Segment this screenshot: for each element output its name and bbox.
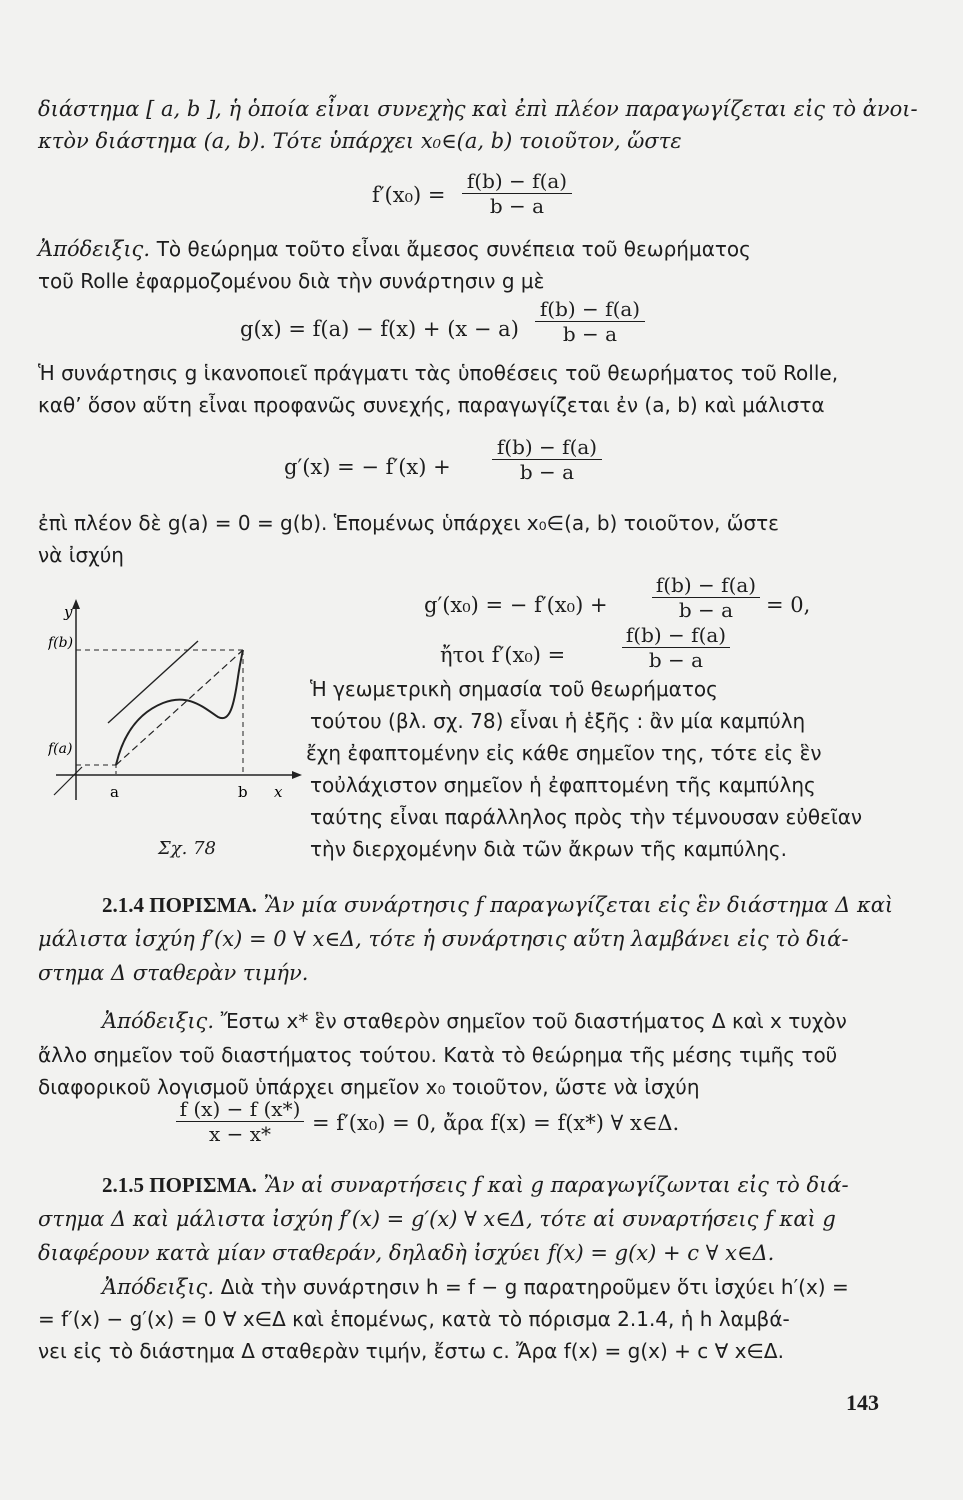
b-label: b (238, 783, 248, 801)
corollary-2-1-5-line-2: στημα Δ καὶ μάλιστα ἰσχύη f′(x) = g′(x) ∀ x∈Δ, τότε αἱ συναρτήσεις f καὶ g (38, 1207, 836, 1231)
proof-2-line-3: διαφορικοῦ λογισμοῦ ὑπάρχει σημεῖον x₀ τοιοῦτον, ὥστε νὰ ἰσχύη (38, 1075, 700, 1099)
equation-1-denominator: b − a (489, 194, 545, 218)
proof-2-text: Ἔστω x* ἓν σταθερὸν σημεῖον τοῦ διαστήματος Δ καὶ x τυχὸν (220, 1009, 847, 1033)
x-axis-arrow (292, 771, 302, 779)
x-axis-label: x (274, 783, 283, 801)
tangent-line (108, 641, 198, 723)
geometric-meaning-line-2: τούτου (βλ. σχ. 78) εἶναι ἡ ἑξῆς : ἂν μία καμπύλη (310, 709, 806, 733)
y-axis-label: y (64, 603, 73, 621)
proof-2-line-2: ἄλλο σημεῖον τοῦ διαστήματος τούτου. Κατὰ τὸ θεώρημα τῆς μέσης τιμῆς τοῦ (38, 1043, 838, 1067)
proof-1-line-4: καθ’ ὅσον αὕτη εἶναι προφανῶς συνεχής, παραγωγίζεται ἐν (a, b) καὶ μάλιστα (38, 393, 825, 417)
equation-6-numerator: f (x) − f (x*) (179, 1097, 301, 1121)
geometric-meaning-line-5: ταύτης εἶναι παράλληλος πρὸς τὴν τέμνουσαν εὐθεῖαν (310, 805, 863, 829)
equation-1-numerator: f(b) − f(a) (466, 169, 568, 193)
corollary-2-1-5-text: Ἂν αἱ συναρτήσεις f καὶ g παραγωγίζωνται εἰς τὸ διά- (263, 1173, 849, 1197)
corollary-2-1-5-title: 2.1.5 ΠΟΡΙΣΜΑ. (102, 1173, 257, 1197)
proof-1-line-6: νὰ ἰσχύη (38, 543, 124, 567)
equation-6-denominator: x − x* (208, 1122, 272, 1146)
corollary-2-1-5-line-1 (102, 1172, 849, 1198)
equation-4-rhs: = 0, (766, 593, 811, 617)
equation-4-lhs: g′(x₀) = − f′(x₀) + (424, 593, 608, 617)
equation-4-denominator: b − a (678, 598, 734, 622)
proof-1-label: Ἀπόδειξις. (38, 237, 150, 261)
figure-78-graph (48, 595, 308, 825)
equation-4-fraction (652, 574, 760, 621)
proof-2-label: Ἀπόδειξις. (102, 1009, 214, 1033)
geometric-meaning-line-6: τὴν διερχομένην διὰ τῶν ἄκρων τῆς καμπύλης. (310, 837, 787, 861)
equation-2-numerator: f(b) − f(a) (539, 297, 641, 321)
proof-1-line-5: ἐπὶ πλέον δὲ g(a) = 0 = g(b). Ἑπομένως ὑπάρχει x₀∈(a, b) τοιοῦτον, ὥστε (38, 511, 779, 535)
geometric-meaning-line-3: ἔχη ἐφαπτομένην εἰς κάθε σημεῖον της, τότε εἰς ἓν (306, 741, 822, 765)
proof-3-label: Ἀπόδειξις. (102, 1275, 214, 1299)
axis-tick-mark (54, 767, 82, 795)
equation-6-rhs: = f′(x₀) = 0, ἄρα f(x) = f(x*) ∀ x∈Δ. (312, 1111, 680, 1135)
figure-78 (48, 595, 308, 829)
equation-3-fraction (492, 436, 602, 483)
equation-2-fraction (535, 298, 645, 345)
equation-3-denominator: b − a (519, 460, 575, 484)
proof-2-line-1 (102, 1008, 847, 1034)
equation-5-numerator: f(b) − f(a) (625, 623, 727, 647)
theorem-text-line-1: διάστημα [ a, b ], ἡ ὁποία εἶναι συνεχὴς καὶ ἐπὶ πλέον παραγωγίζεται εἰς τὸ ἀνοι- (38, 97, 918, 121)
secant-line (116, 650, 243, 765)
y-axis-arrow (72, 599, 80, 609)
proof-1-text: Τὸ θεώρημα τοῦτο εἶναι ἄμεσος συνέπεια τοῦ θεωρήματος (156, 237, 751, 261)
equation-2-lhs: g(x) = f(a) − f(x) + (x − a) (240, 317, 519, 341)
proof-3-line-2: = f′(x) − g′(x) = 0 ∀ x∈Δ καὶ ἑπομένως, κατὰ τὸ πόρισμα 2.1.4, ἡ h λαμβά- (38, 1307, 790, 1331)
equation-5-lhs: ἤτοι f′(x₀) = (440, 643, 566, 667)
equation-4-numerator: f(b) − f(a) (655, 573, 757, 597)
corollary-2-1-4-line-3: στημα Δ σταθερὰν τιμήν. (38, 961, 309, 985)
geometric-meaning-line-1: Ἡ γεωμετρικὴ σημασία τοῦ θεωρήματος (310, 677, 718, 701)
equation-1-fraction (462, 170, 572, 217)
proof-1-line-1 (38, 236, 751, 262)
fb-label: f(b) (48, 635, 74, 651)
corollary-2-1-4-title: 2.1.4 ΠΟΡΙΣΜΑ. (102, 893, 257, 917)
proof-3-line-1 (102, 1274, 849, 1300)
proof-1-line-3: Ἡ συνάρτησις g ἱκανοποιεῖ πράγματι τὰς ὑποθέσεις τοῦ θεωρήματος τοῦ Rolle, (38, 361, 839, 385)
proof-1-line-2: τοῦ Rolle ἐφαρμοζομένου διὰ τὴν συνάρτησιν g μὲ (38, 269, 545, 293)
corollary-2-1-4-line-2: μάλιστα ἰσχύη f′(x) = 0 ∀ x∈Δ, τότε ἡ συνάρτησις αὕτη λαμβάνει εἰς τὸ διά- (38, 927, 849, 951)
fa-label: f(a) (48, 741, 73, 757)
equation-2-denominator: b − a (562, 322, 618, 346)
equation-5-fraction (622, 624, 730, 671)
equation-6-fraction (176, 1098, 304, 1145)
proof-3-line-3: νει εἰς τὸ διάστημα Δ σταθερὰν τιμήν, ἔστω c. Ἄρα f(x) = g(x) + c ∀ x∈Δ. (38, 1339, 784, 1363)
figure-caption: Σχ. 78 (158, 838, 216, 859)
corollary-2-1-4-line-1 (102, 892, 893, 918)
theorem-text-line-2: κτὸν διάστημα (a, b). Τότε ὑπάρχει x₀∈(a, b) τοιοῦτον, ὥστε (38, 129, 682, 153)
equation-1-lhs: f′(x₀) = (372, 183, 446, 207)
proof-3-text: Διὰ τὴν συνάρτησιν h = f − g παρατηροῦμεν ὅτι ἰσχύει h′(x) = (220, 1275, 849, 1299)
equation-3-numerator: f(b) − f(a) (496, 435, 598, 459)
geometric-meaning-line-4: τοὐλάχιστον σημεῖον ἡ ἐφαπτομένη τῆς καμπύλης (310, 773, 816, 797)
corollary-2-1-4-text: Ἂν μία συνάρτησις f παραγωγίζεται εἰς ἓν διάστημα Δ καὶ (263, 893, 894, 917)
page-number: 143 (846, 1390, 879, 1415)
equation-3-lhs: g′(x) = − f′(x) + (284, 455, 451, 479)
a-label: a (110, 783, 119, 801)
equation-5-denominator: b − a (648, 648, 704, 672)
corollary-2-1-5-line-3: διαφέρουν κατὰ μίαν σταθεράν, δηλαδὴ ἰσχύει f(x) = g(x) + c ∀ x∈Δ. (38, 1241, 775, 1265)
